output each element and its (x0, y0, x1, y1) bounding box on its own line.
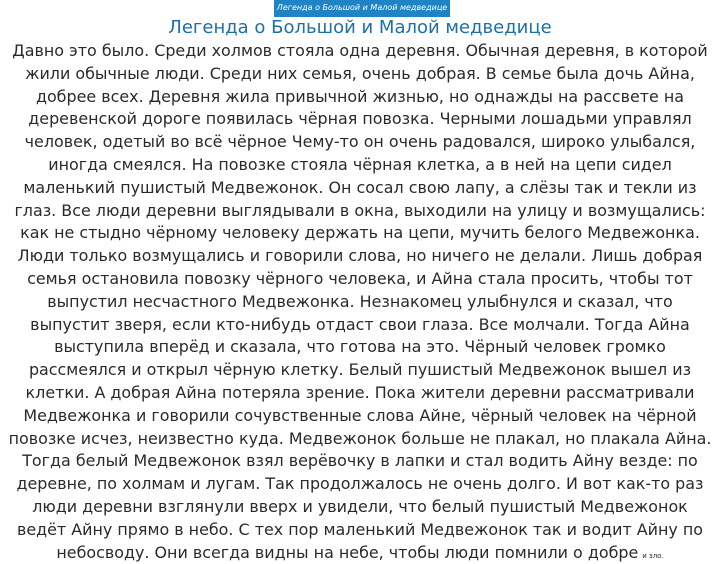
story-line: семья остановила повозку чёрного человека, и Айна стала просить, чтобы тот (27, 268, 693, 288)
story-line: деревенской дороге появилась чёрная повозка. Черными лошадьми управлял (28, 109, 692, 129)
story-line: как не стыдно чёрному человеку держать на цепи, мучить белого Медвежонка. (20, 223, 700, 243)
story-end-mark: и зло. (642, 551, 664, 560)
story-line: человек, одетый во всё чёрное Чему-то он очень радовался, широко улыбался, (24, 132, 696, 152)
story-line: деревне, по холмам и лугам. Так продолжалось не очень долго. И вот как-то раз (16, 474, 704, 494)
story-line: повозке исчез, неизвестно куда. Медвежонок больше не плакал, но плакала Айна. (8, 428, 712, 448)
story-line: жили обычные люди. Среди них семья, очень добрая. В семье была дочь Айна, (25, 63, 695, 83)
story-line: выпустит зверя, если кто-нибудь отдаст свои глаза. Все молчали. Тогда Айна (30, 314, 690, 334)
header-label: Легенда о Большой и Малой медведице (276, 3, 448, 12)
story-line: люди деревни взглянули вверх и увидели, что белый пушистый Медвежонок (32, 496, 688, 516)
story-line: глаз. Все люди деревни выглядывали в окна, выходили на улицу и возмущались: (14, 200, 706, 220)
story-line: клетки. А добрая Айна потеряла зрение. Пока жители деревни рассматривали (25, 382, 695, 402)
story-line: рассмеялся и открыл чёрную клетку. Белый пушистый Медвежонок вышел из (28, 360, 692, 380)
story-line: ведёт Айну прямо в небо. С тех пор маленький Медвежонок так и водит Айну по (16, 519, 704, 539)
story-line: иногда смеялся. На повозке стояла чёрная клетка, а в ней на цепи сидел (48, 154, 672, 174)
story-line: выступила вперёд и сказала, что готова на это. Чёрный человек громко (54, 337, 666, 357)
story-line: маленький пушистый Медвежонок. Он сосал свою лапу, а слёзы так и текли из (23, 177, 697, 197)
story-line: добрее всех. Деревня жила привычной жизнью, но однажды на рассвете на (35, 86, 685, 106)
story-line: выпустил несчастного Медвежонка. Незнакомец улыбнулся и сказал, что (47, 291, 673, 311)
page-title: Легенда о Большой и Малой медведице (168, 17, 552, 38)
story-line: Тогда белый Медвежонок взял верёвочку в лапки и стал водить Айну везде: по (22, 451, 698, 471)
header-bar (274, 0, 450, 17)
story-line: Люди только возмущались и говорили слова, но ничего не делали. Лишь добрая (17, 246, 703, 266)
story-text (0, 40, 720, 564)
story-line: Медвежонка и говорили сочувственные слова Айне, чёрный человек на чёрной (23, 405, 697, 425)
story-line: Давно это было. Среди холмов стояла одна деревня. Обычная деревня, в которой (12, 41, 708, 60)
story-line-last (2, 542, 718, 564)
story-line-last-text: небосводу. Они всегда видны на небе, чтобы люди помнили о добре (56, 542, 639, 562)
